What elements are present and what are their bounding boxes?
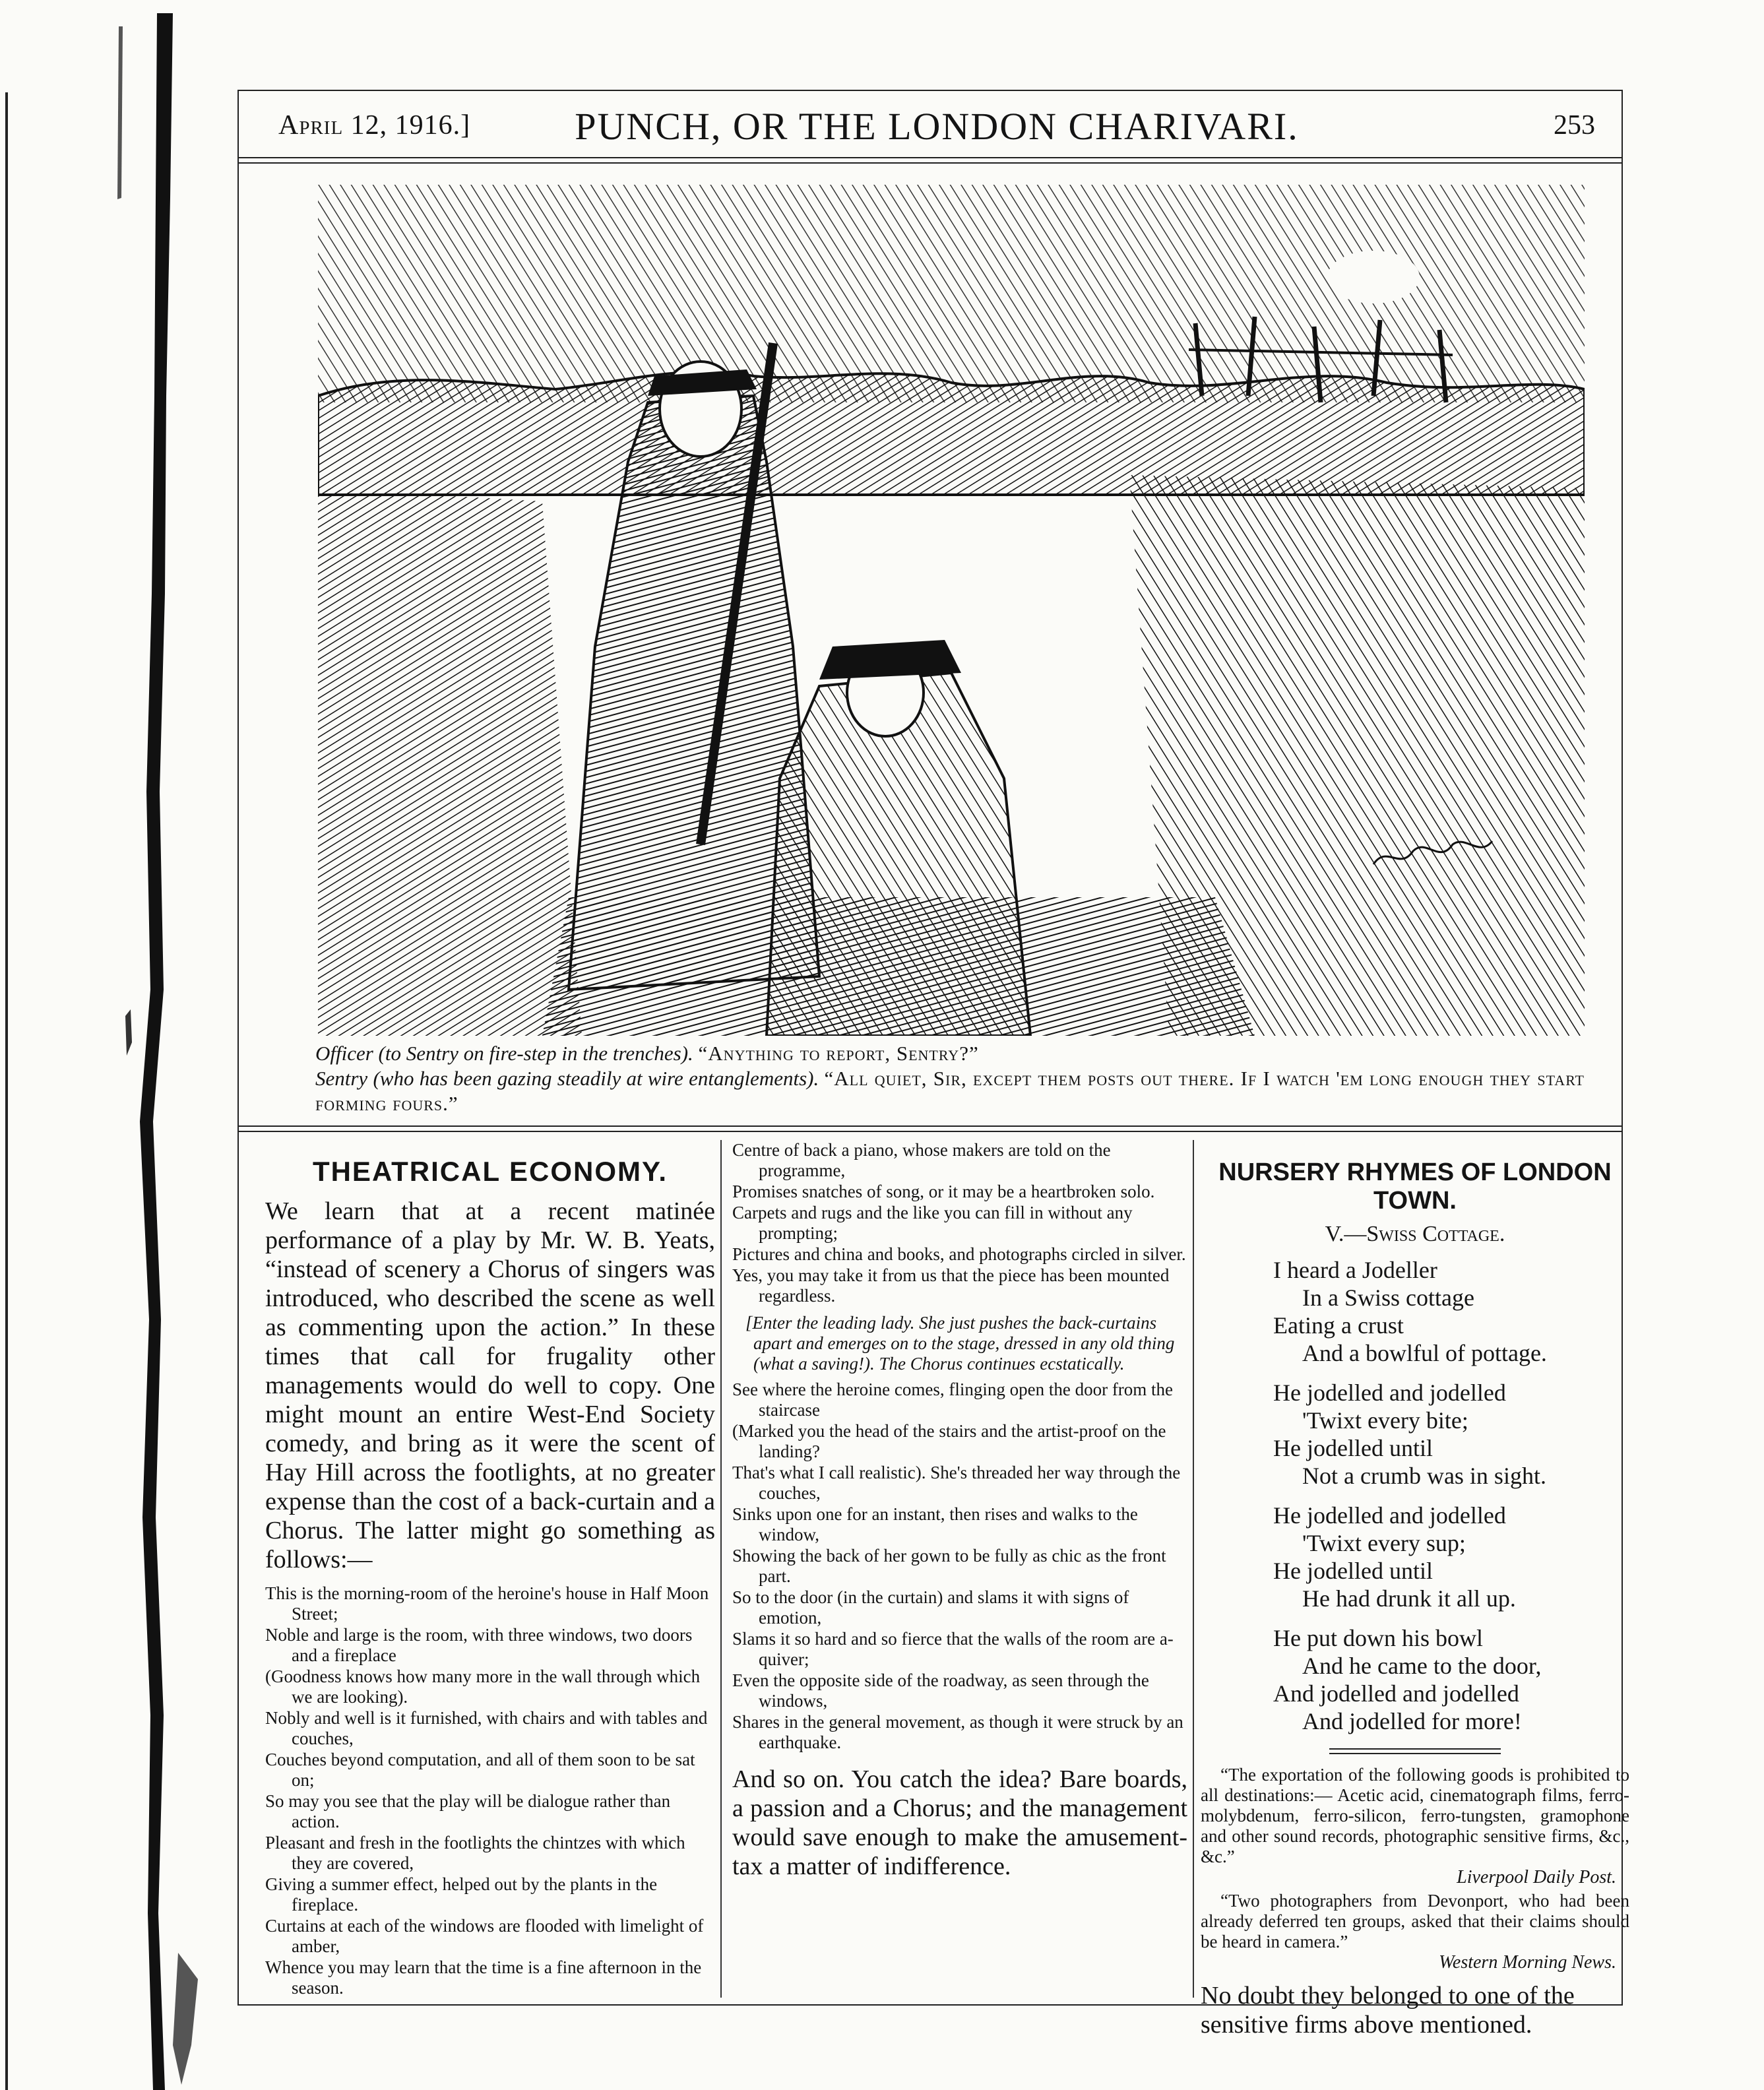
nursery-rhymes-title: NURSERY RHYMES OF LONDON TOWN. <box>1218 1158 1612 1215</box>
verse-line: That's what I call realistic). She's threaded her way through the couches, <box>732 1463 1181 1503</box>
column-divider <box>720 1140 722 1998</box>
verse-line: Noble and large is the room, with three windows, two doors and a fireplace <box>265 1625 693 1665</box>
rhyme-line: He jodelled and jodelled <box>1273 1502 1506 1529</box>
trench-cartoon-illustration <box>318 185 1585 1036</box>
verse-line: Whence you may learn that the time is a fine afternoon in the season. <box>265 1957 702 1998</box>
caption-sentry-attribution: Sentry (who has been gazing steadily at wire entanglements). <box>315 1067 819 1090</box>
clipping-closing-remark: No doubt they belonged to one of the sensitive firms above mentioned. <box>1201 1982 1575 2039</box>
chorus-verse-1 <box>265 1583 715 1998</box>
trench-wall-left <box>318 488 582 1036</box>
rhyme-line: Eating a crust <box>1273 1312 1404 1339</box>
verse-line: Pleasant and fresh in the footlights the chintzes with which they are covered, <box>265 1833 685 1873</box>
theatrical-economy-conclusion: And so on. You catch the idea? Bare boards, a passion and a Chorus; and the management would save enough to make the amusement-tax a matter of indifference. <box>732 1765 1187 1880</box>
verse-line: This is the morning-room of the heroine's house in Half Moon Street; <box>265 1583 709 1624</box>
rhyme-stanza-4 <box>1273 1624 1629 1735</box>
rhyme-line: And jodelled for more! <box>1302 1708 1522 1734</box>
sandbag-parapet <box>318 371 1585 495</box>
column-2 <box>732 1140 1187 1998</box>
clipping-source-2: Western Morning News. <box>1439 1952 1616 1973</box>
rhyme-line: He had drunk it all up. <box>1302 1585 1516 1612</box>
rhyme-line: 'Twixt every bite; <box>1302 1407 1468 1434</box>
rhyme-line: And jodelled and jodelled <box>1273 1680 1519 1707</box>
verse-line: Carpets and rugs and the like you can fill in without any prompting; <box>732 1203 1133 1243</box>
verse-line: Pictures and china and books, and photographs circled in silver. <box>732 1244 1186 1264</box>
column-divider <box>1193 1140 1194 1998</box>
verse-line: Promises snatches of song, or it may be a heartbroken solo. <box>732 1182 1155 1201</box>
rhyme-line: 'Twixt every sup; <box>1302 1530 1466 1556</box>
nursery-rhymes-subtitle: V.—Swiss Cottage. <box>1325 1222 1505 1246</box>
issue-date: April 12, 1916.] <box>278 110 471 141</box>
rhyme-line: In a Swiss cottage <box>1302 1284 1474 1311</box>
scan-binding-edge <box>0 0 211 2090</box>
cartoon-caption <box>276 1041 1585 1116</box>
column-rule <box>1329 1748 1501 1754</box>
caption-sentry-quote: “All quiet, Sir, except them posts out there. If I watch 'em long enough they start forming fours.” <box>315 1067 1585 1115</box>
page-header <box>278 104 1595 150</box>
verse-line: So may you see that the play will be dialogue rather than action. <box>265 1791 671 1831</box>
page-number: 253 <box>1554 110 1595 141</box>
verse-line: See where the heroine comes, flinging open the door from the staircase <box>732 1379 1174 1420</box>
verse-line: Nobly and well is it furnished, with chairs and with tables and couches, <box>265 1708 708 1748</box>
verse-line: Sinks upon one for an instant, then rises and walks to the window, <box>732 1504 1138 1544</box>
rhyme-stanza-3 <box>1273 1502 1629 1612</box>
column-3 <box>1201 1140 1629 2039</box>
masthead-title: PUNCH, OR THE LONDON CHARIVARI. <box>575 105 1299 148</box>
rhyme-line: And he came to the door, <box>1302 1653 1542 1679</box>
chorus-verse-2 <box>732 1140 1187 1306</box>
header-rule <box>239 157 1622 164</box>
rhyme-line: I heard a Jodeller <box>1273 1257 1437 1283</box>
rhyme-line: He jodelled until <box>1273 1435 1433 1461</box>
clipping-quote-2: “Two photographers from Devonport, who had been already deferred ten groups, asked that their claims should be heard in camera.” <box>1201 1891 1629 1951</box>
theatrical-economy-intro: We learn that at a recent matinée performance of a play by Mr. W. B. Yeats, “instead of scenery a Chorus of singers was introduced, who described the scene as well as commenting upon the action.” In these times that call for frugality other managements would do well to copy. One might mount an entire West-End Society comedy, and bring as it were the scent of Hay Hill across the footlights, at no greater expense than the cost of a back-curtain and a Chorus. The latter might go something as follows:— <box>265 1197 715 1573</box>
rhyme-stanza-2 <box>1273 1379 1629 1490</box>
clipping-quote-1: “The exportation of the following goods is prohibited to all destinations:— Acetic acid, cinematograph films, ferro-molybdenum, ferro-silicon, ferro-tungsten, gramophone and other sound records, photographic sensitive firms, &c., &c.” <box>1201 1765 1629 1866</box>
theatrical-economy-title: THEATRICAL ECONOMY. <box>312 1156 668 1187</box>
stage-direction: [Enter the leading lady. She just pushes the back-curtains apart and emerges on to the stage, dressed in any old thing (what a saving!). The Chorus continues ecstatically. <box>745 1313 1175 1374</box>
column-1 <box>265 1140 715 1998</box>
clipping-source-1: Liverpool Daily Post. <box>1457 1867 1616 1887</box>
text-columns <box>252 1140 1629 2039</box>
verse-line: Shares in the general movement, as though it were struck by an earthquake. <box>732 1712 1183 1752</box>
caption-officer-quote: “Anything to report, Sentry?” <box>698 1042 979 1065</box>
verse-line: Showing the back of her gown to be fully as chic as the front part. <box>732 1546 1166 1586</box>
rhyme-stanza-1 <box>1273 1256 1629 1367</box>
rhyme-line: He put down his bowl <box>1273 1625 1483 1651</box>
rhyme-line: He jodelled until <box>1273 1558 1433 1584</box>
verse-line: Slams it so hard and so fierce that the walls of the room are a-quiver; <box>732 1629 1174 1669</box>
caption-officer-attribution: Officer (to Sentry on fire-step in the trenches). <box>315 1042 693 1065</box>
verse-line: (Goodness knows how many more in the wall through which we are looking). <box>265 1666 701 1707</box>
rhyme-line: Not a crumb was in sight. <box>1302 1463 1546 1489</box>
verse-line: (Marked you the head of the stairs and the artist-proof on the landing? <box>732 1421 1166 1461</box>
verse-line: Yes, you may take it from us that the piece has been mounted regardless. <box>732 1265 1170 1306</box>
chorus-verse-3 <box>732 1379 1187 1753</box>
rhyme-line: And a bowlful of pottage. <box>1302 1340 1547 1366</box>
verse-line: Giving a summer effect, helped out by the plants in the fireplace. <box>265 1874 658 1915</box>
verse-line: Even the opposite side of the roadway, as seen through the windows, <box>732 1670 1149 1711</box>
rhyme-line: He jodelled and jodelled <box>1273 1379 1506 1406</box>
verse-line: Curtains at each of the windows are flooded with limelight of amber, <box>265 1916 704 1956</box>
magazine-page <box>237 90 1629 2039</box>
verse-line: So to the door (in the curtain) and slams it with signs of emotion, <box>732 1587 1129 1628</box>
verse-line: Centre of back a piano, whose makers are told on the programme, <box>732 1140 1111 1180</box>
section-rule <box>239 1125 1622 1132</box>
verse-line: Couches beyond computation, and all of them soon to be sat on; <box>265 1750 695 1790</box>
